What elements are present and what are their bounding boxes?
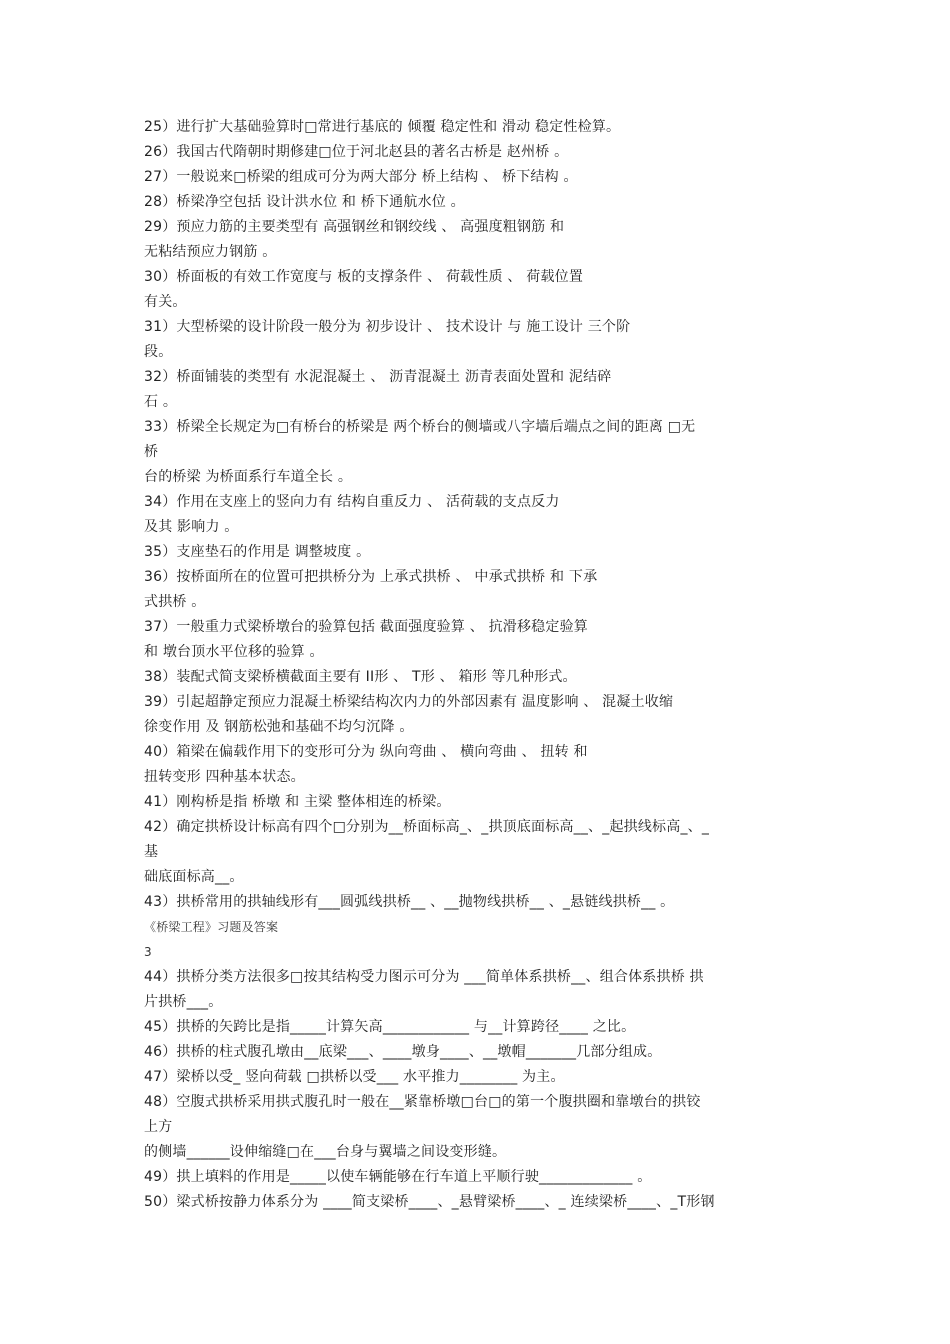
text-line-42: 42）确定拱桥设计标高有四个□分别为__桥面标高_、_拱顶底面标高__、_起拱线标高_、_ [144, 819, 710, 835]
text-line-38: 38）装配式简支梁桥横截面主要有 II形 、 T形 、 箱形 等几种形式。 [144, 669, 577, 685]
text-line-50: 50）梁式桥按静力体系分为 ____简支梁桥____、_悬臂梁桥____、_ 连续梁桥____、_T形钢 [144, 1194, 715, 1210]
page-header-title: 《桥梁工程》习题及答案 [144, 920, 279, 934]
text-line-48-cont2: 的侧墙______设伸缩缝□在___台身与翼墙之间设变形缝。 [144, 1144, 507, 1160]
text-line-49: 49）拱上填料的作用是_____以使车辆能够在行车道上平顺行驶_____________ 。 [144, 1169, 652, 1185]
text-line-33: 33）桥梁全长规定为□有桥台的桥梁是 两个桥台的侧墙或八字墙后端点之间的距离 □无 [144, 419, 696, 435]
text-line-33-cont: 桥 [144, 444, 159, 460]
text-line-47: 47）梁桥以受_ 竖向荷载 □拱桥以受___ 水平推力________ 为主。 [144, 1069, 565, 1085]
text-line-44: 44）拱桥分类方法很多□按其结构受力图示可分为 ___简单体系拱桥__、组合体系拱桥 拱 [144, 969, 704, 985]
text-line-45: 45）拱桥的矢跨比是指_____计算矢高____________ 与__计算跨径____ 之比。 [144, 1019, 636, 1035]
text-line-31-cont: 段。 [144, 344, 173, 360]
text-line-26: 26）我国古代隋朝时期修建□位于河北赵县的著名古桥是 赵州桥 。 [144, 144, 569, 160]
page-number: 3 [144, 945, 152, 959]
text-line-37: 37）一般重力式梁桥墩台的验算包括 截面强度验算 、 抗滑移稳定验算 [144, 619, 588, 635]
text-line-43: 43）拱桥常用的拱轴线形有___圆弧线拱桥__ 、__抛物线拱桥__ 、_悬链线拱桥__ 。 [144, 894, 675, 910]
text-line-34-cont: 及其 影响力 。 [144, 519, 239, 535]
text-line-48-cont: 上方 [144, 1119, 173, 1135]
text-line-30: 30）桥面板的有效工作宽度与 板的支撑条件 、 荷载性质 、 荷载位置 [144, 269, 584, 285]
text-line-42-cont2: 础底面标高__。 [144, 869, 244, 885]
text-line-37-cont: 和 墩台顶水平位移的验算 。 [144, 644, 324, 660]
text-line-30-cont: 有关。 [144, 294, 187, 310]
text-line-34: 34）作用在支座上的竖向力有 结构自重反力 、 活荷载的支点反力 [144, 494, 560, 510]
text-line-32-cont: 石 。 [144, 394, 178, 410]
text-line-36-cont: 式拱桥 。 [144, 594, 206, 610]
text-line-32: 32）桥面铺装的类型有 水泥混凝土 、 沥青混凝土 沥青表面处置和 泥结碎 [144, 369, 612, 385]
text-line-41: 41）刚构桥是指 桥墩 和 主梁 整体相连的桥梁。 [144, 794, 451, 810]
text-line-46: 46）拱桥的柱式腹孔墩由__底梁___、____墩身____、__墩帽_______几部分组成。 [144, 1044, 662, 1060]
text-line-39: 39）引起超静定预应力混凝土桥梁结构次内力的外部因素有 温度影响 、 混凝土收缩 [144, 694, 674, 710]
text-line-44-cont: 片拱桥___。 [144, 994, 223, 1010]
text-line-28: 28）桥梁净空包括 设计洪水位 和 桥下通航水位 。 [144, 194, 465, 210]
text-line-36: 36）按桥面所在的位置可把拱桥分为 上承式拱桥 、 中承式拱桥 和 下承 [144, 569, 598, 585]
text-line-31: 31）大型桥梁的设计阶段一般分为 初步设计 、 技术设计 与 施工设计 三个阶 [144, 319, 631, 335]
text-line-29: 29）预应力筋的主要类型有 高强钢丝和钢绞线 、 高强度粗钢筋 和 [144, 219, 565, 235]
text-line-48: 48）空腹式拱桥采用拱式腹孔时一般在__紧靠桥墩□台□的第一个腹拱圈和靠墩台的拱铰 [144, 1094, 701, 1110]
text-line-35: 35）支座垫石的作用是 调整坡度 。 [144, 544, 371, 560]
text-line-29-cont: 无粘结预应力钢筋 。 [144, 244, 277, 260]
text-line-33-cont2: 台的桥梁 为桥面系行车道全长 。 [144, 469, 353, 485]
text-line-25: 25）进行扩大基础验算时□常进行基底的 倾覆 稳定性和 滑动 稳定性检算。 [144, 119, 621, 135]
text-line-40: 40）箱梁在偏载作用下的变形可分为 纵向弯曲 、 横向弯曲 、 扭转 和 [144, 744, 588, 760]
text-line-39-cont: 徐变作用 及 钢筋松弛和基础不均匀沉降 。 [144, 719, 414, 735]
text-line-27: 27）一般说来□桥梁的组成可分为两大部分 桥上结构 、 桥下结构 。 [144, 169, 578, 185]
text-line-42-cont: 基 [144, 844, 159, 860]
text-line-40-cont: 扭转变形 四种基本状态。 [144, 769, 305, 785]
